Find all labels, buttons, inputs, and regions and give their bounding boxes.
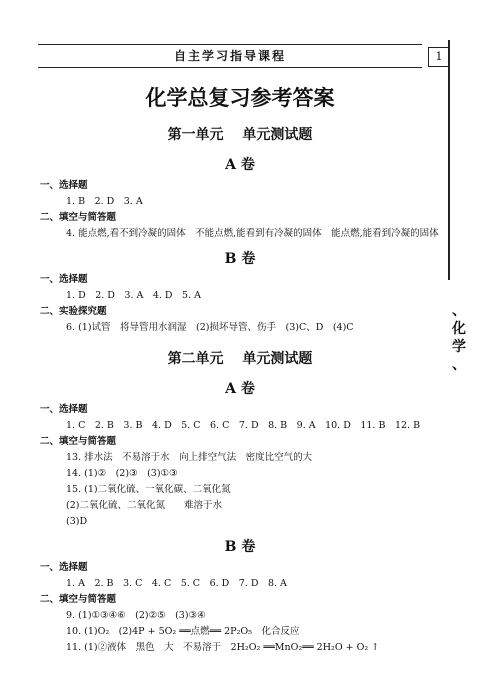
paper-title: A 卷 [225,381,255,397]
unit-title: 第二单元 单元测试题 [167,351,313,367]
section-heading: 二、填空与简答题 [40,212,117,223]
page-number: 1 [428,47,450,67]
section-heading: 一、选择题 [40,562,88,573]
document-title: 化学总复习参考答案 [145,86,335,110]
side-char: 学 [452,339,466,355]
answer-line: 1. B 2. D 3. A [66,196,143,207]
header-title: 自主学习指导课程 [173,49,286,63]
answer-line: 1. D 2. D 3. A 4. D 5. A [66,290,201,301]
section-heading: 一、选择题 [40,180,88,191]
paper-title: B 卷 [224,539,256,555]
paper-title: B 卷 [224,251,256,267]
answer-line: (3)D [66,516,88,527]
answer-line: 1. A 2. B 3. C 4. C 5. C 6. D 7. D 8. A [66,578,287,589]
answer-line: 9. (1)①③④⑥ (2)②⑤ (3)③④ [66,610,206,621]
section-heading: 一、选择题 [40,404,88,415]
section-heading: 一、选择题 [40,274,88,285]
running-header [38,44,422,68]
answer-line: 10. (1)O₂ (2)4P + 5O₂ ══点燃══ 2P₂O₅ 化合反应 [66,626,300,637]
section-heading: 二、填空与简答题 [40,594,117,605]
answer-line: 11. (1)②液体 黑色 大 不易溶于 2H₂O₂ ══MnO₂══ 2H₂O + O₂ ↑ [66,642,380,653]
answer-line: 14. (1)② (2)③ (3)①③ [66,468,178,479]
answer-line: 6. (1)试管 将导管用水润湿 (2)损坏导管、伤手 (3)C、D (4)C [66,322,354,333]
answer-line: 4. 能点燃,看不到冷凝的固体 不能点燃,能看到有冷凝的固体 能点燃,能看到冷凝的固体 [66,228,439,239]
paper-title: A 卷 [225,157,255,173]
answer-line: (2)二氧化硫、二氧化氮 难溶于水 [66,500,222,511]
side-rule [448,40,450,280]
section-heading: 二、填空与简答题 [40,436,117,447]
side-char: 、 [452,357,466,373]
answer-line: 13. 排水法 不易溶于水 向上排空气法 密度比空气的大 [66,452,313,463]
section-heading: 二、实验探究题 [40,306,107,317]
side-char: 化 [452,321,466,337]
side-char: 、 [452,303,466,319]
answer-line: 15. (1)二氧化硫、一氧化碳、二氧化氮 [66,484,231,495]
document-body [40,82,440,656]
answer-line: 1. C 2. B 3. B 4. D 5. C 6. C 7. D 8. B 9. A 10. D 11. B 12. B [66,420,421,431]
side-decoration [452,302,482,374]
unit-title: 第一单元 单元测试题 [167,127,313,143]
